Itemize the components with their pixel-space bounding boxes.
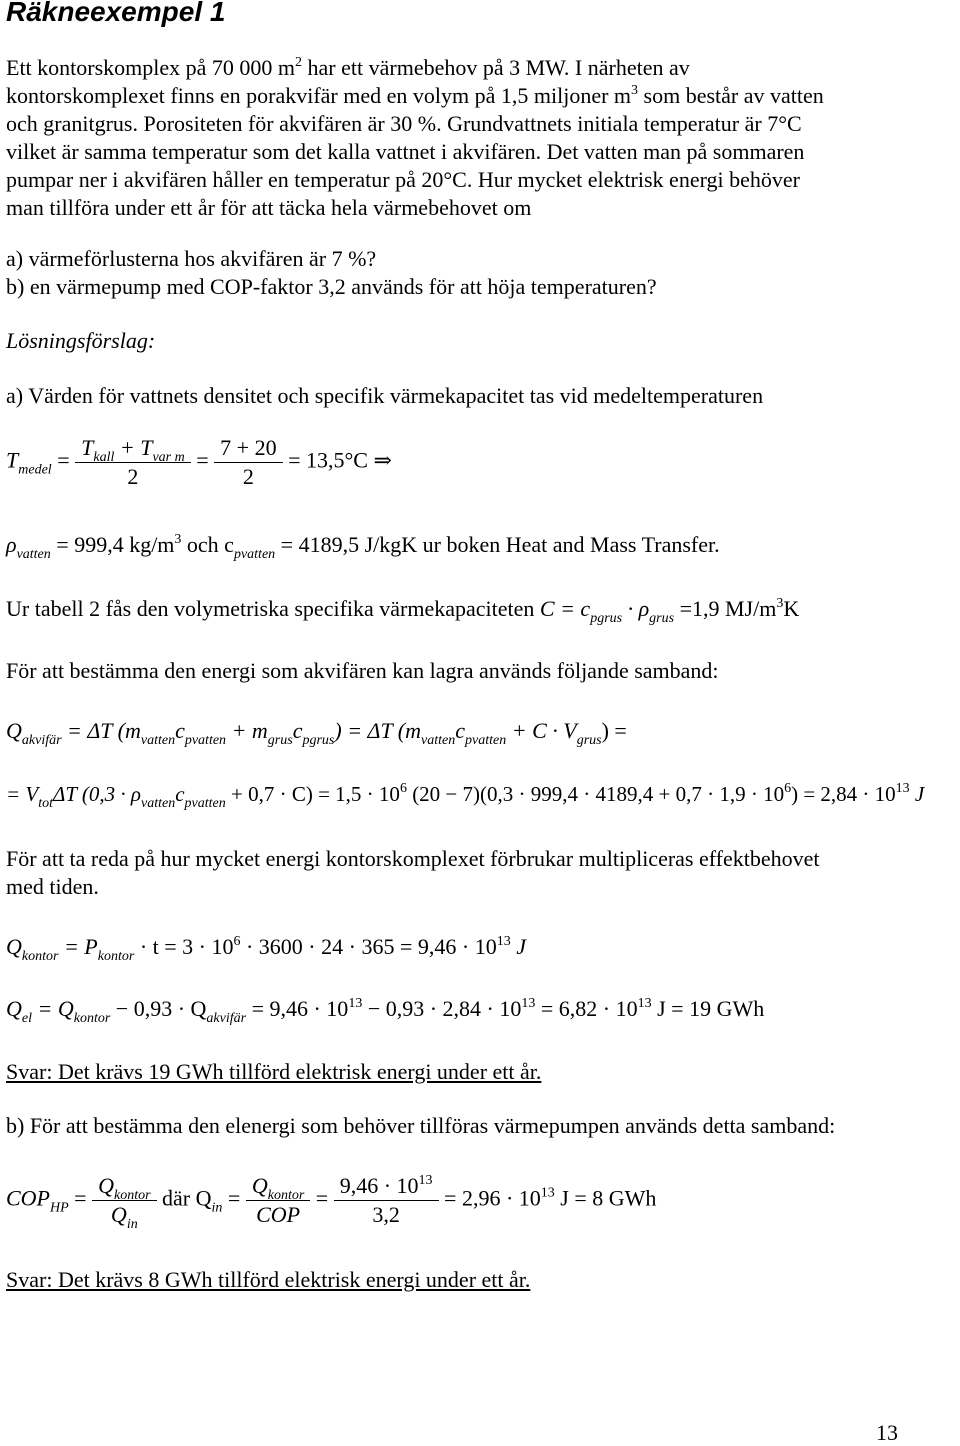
page-number: 13 xyxy=(876,1420,898,1445)
intro-line-6: man tillföra under ett år för att täcka hela värmebehovet om xyxy=(6,195,532,220)
part-a-intro: a) Värden för vattnets densitet och specifik värmekapacitet tas vid medeltemperaturen xyxy=(6,383,764,408)
fraction-values: $\frac{7 + 20}{2}$ xyxy=(214,434,282,491)
answer-a: Svar: Det krävs 19 GWh tillförd elektrisk energi under ett år. xyxy=(6,1059,542,1084)
question-a: a) värmeförlusterna hos akvifären är 7 %? xyxy=(6,246,377,271)
question-b: b) en värmepump med COP-faktor 3,2 används för att höja temperaturen? xyxy=(6,274,657,299)
equation-q-el: $Q_{el} = Q_{kontor} - 0,93 \cdot Q_{akvifär} = 9,46 \cdot 10^{13} - 0,93 \cdot 2,84 \cdot 10^{13} = 6,82 \cdot 10^{13}$ J = 19 GWh xyxy=(6,996,765,1026)
equation-rho: $\rho_{vatten} = 999,4$ $kg/m^3$ och $c_{pvatten} = 4189,5$ J/kgK ur boken Heat and Mass Transfer. xyxy=(6,532,720,562)
intro-line-2: kontorskomplexet finns en porakvifär med en volym på 1,5 miljoner $m^3$ som består av vatten xyxy=(6,83,824,108)
fraction-q-cop: $\frac{Q_{kontor}}{\text{COP}}$ xyxy=(246,1172,310,1229)
relation-text: För att bestämma den energi som akvifären kan lagra används följande samband: xyxy=(6,658,719,683)
answer-b: Svar: Det krävs 8 GWh tillförd elektrisk energi under ett år. xyxy=(6,1267,531,1292)
fraction-cop-q: $\frac{Q_{kontor}}{Q_{in}}$ xyxy=(92,1172,156,1229)
kontor-text-1: För att ta reda på hur mycket energi kontorskomplexet förbrukar multipliceras effektbehovet xyxy=(6,846,820,871)
intro-line-4: vilket är samma temperatur som det kalla vattnet i akvifären. Det vatten man på sommaren xyxy=(6,139,805,164)
part-b-intro: b) För att bestämma den elenergi som behöver tillföras värmepumpen används detta samband: xyxy=(6,1113,836,1138)
fraction-t-mean: $\frac{T_{kall} + T_{var m}}{2}$ xyxy=(75,434,191,491)
fraction-numeric: $\frac{9,46 \cdot 10^{13}}{3,2}$ xyxy=(334,1172,439,1229)
intro-line-3: och granitgrus. Porositeten för akvifären är 30 %. Grundvattnets initiala temperatur är 7°C xyxy=(6,111,802,136)
equation-cop: $COP_{HP}$ = $\frac{Q_{kontor}}{Q_{in}}$ där $Q_{in}$ = $\frac{Q_{kontor}}{\text{COP}}$ = $\frac{9,46 \cdot 10^{13}}{3,2}$ = $2,96 \cdot 10^{13}$ J = 8 GWh xyxy=(6,1173,657,1232)
intro-line-5: pumpar ner i akvifären håller en temperatur på 20°C. Hur mycket elektrisk energi behöver xyxy=(6,167,800,192)
page-title: Räkneexempel 1 xyxy=(6,0,226,27)
solution-heading: Lösningsförslag: xyxy=(6,328,156,353)
equation-q-akvifar: $Q_{akvifär} = \Delta T$ $(m_{vatten}c_{pvatten} + m_{grus}c_{pgrus}) = \Delta T$ $(m_{vatten}c_{pvatten} + C \cdot V_{grus})$ = xyxy=(6,718,627,748)
kontor-text-2: med tiden. xyxy=(6,874,99,899)
equation-q-computed: = $V_{tot}\Delta T$ $(0,3 \cdot \rho_{vatten}c_{pvatten} + 0,7 \cdot C) = 1,5 \cdot 10^6$ $(20 - 7)(0,3 \cdot 999,4 \cdot 4189,4 + 0,7 \cdot 1,9 \cdot 10^6) = 2,84 \cdot 10^{13}$ J xyxy=(6,781,925,811)
equation-volumetric-capacity: Ur tabell 2 fås den volymetriska specifika värmekapaciteten $C = c_{pgrus} \cdot \rho_{grus} =1,9$ $MJ/m^3K$ xyxy=(6,596,800,626)
intro-line-1: Ett kontorskomplex på 70 000 $m^2$ har ett värmebehov på 3 MW. I närheten av xyxy=(6,55,690,80)
equation-t-medel: $T_{medel}$ = $\frac{T_{kall} + T_{var m}}{2}$ = $\frac{7 + 20}{2}$ = 13,5°C ⇒ xyxy=(6,435,392,489)
equation-q-kontor: $Q_{kontor} = P_{kontor} \cdot t = 3 \cdot 10^6 \cdot 3600 \cdot 24 \cdot 365 = 9,46 \cdot 10^{13}$ J xyxy=(6,934,526,964)
